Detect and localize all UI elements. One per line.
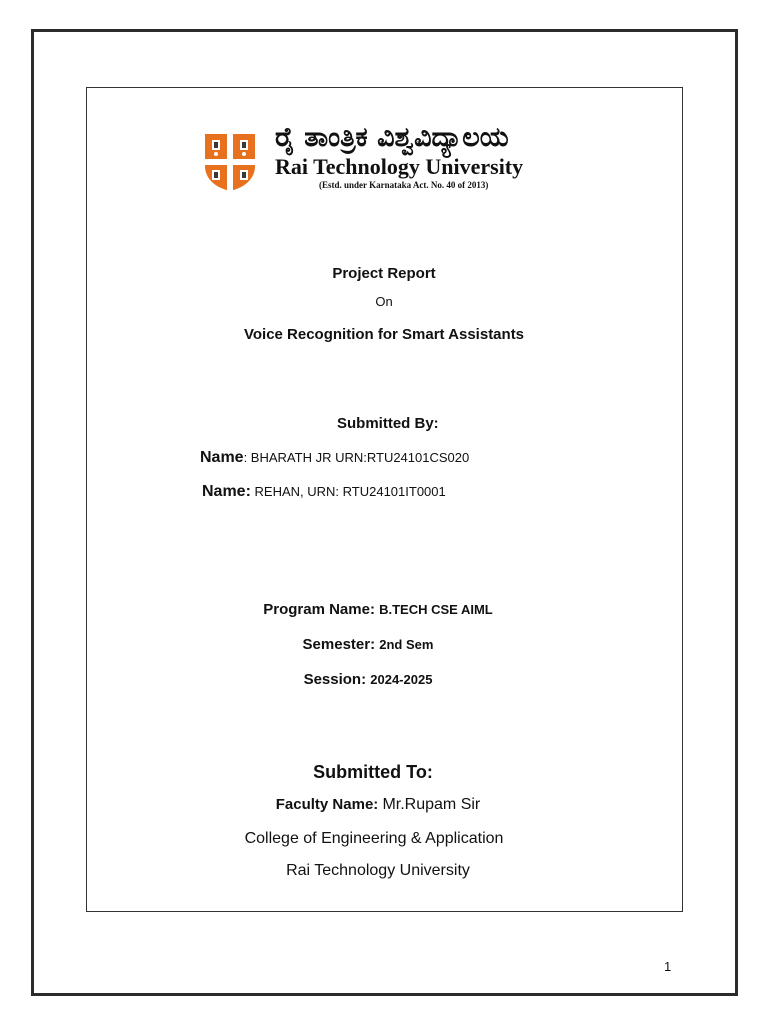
university-header: [203, 124, 543, 196]
page-number: 1: [664, 959, 672, 974]
university-name: Rai Technology University: [275, 154, 524, 179]
semester-value: 2nd Sem: [379, 637, 434, 652]
faculty-value: Mr.Rupam Sir: [382, 796, 481, 813]
university-footer-name: Rai Technology University: [286, 862, 470, 879]
semester-label: Semester:: [302, 636, 380, 653]
student-name-value: : BHARATH JR URN:RTU24101CS020: [243, 450, 470, 465]
session-value: 2024-2025: [370, 672, 433, 687]
project-title: Voice Recognition for Smart Assistants: [243, 326, 525, 343]
student-row-1: [200, 449, 469, 467]
faculty-row: [0, 796, 762, 814]
student-name-label: Name: [200, 449, 244, 466]
establishment-note: (Estd. under Karnataka Act. No. 40 of 2013): [319, 180, 489, 190]
semester-row: [0, 636, 752, 654]
faculty-label: Faculty Name:: [275, 796, 383, 813]
report-type: Project Report: [332, 265, 436, 282]
program-label: Program Name:: [263, 601, 380, 618]
session-label: Session:: [303, 671, 371, 688]
kannada-university-name: ರೈ ತಾಂತ್ರಿಕ ವಿಶ್ವವಿದ್ಯಾಲಯ: [275, 122, 509, 153]
submitted-by-heading: Submitted By:: [337, 415, 439, 432]
college-name: College of Engineering & Application: [244, 830, 504, 847]
program-value: B.TECH CSE AIML: [379, 602, 493, 617]
submitted-to-heading: Submitted To:: [313, 762, 433, 782]
student-name-label: Name:: [202, 483, 251, 500]
report-on: On: [375, 294, 393, 309]
university-crest-icon: [203, 132, 257, 192]
student-row-2: [202, 483, 446, 501]
program-row: [0, 601, 762, 619]
student-name-value: REHAN, URN: RTU24101IT0001: [250, 484, 446, 499]
session-row: [0, 671, 752, 689]
